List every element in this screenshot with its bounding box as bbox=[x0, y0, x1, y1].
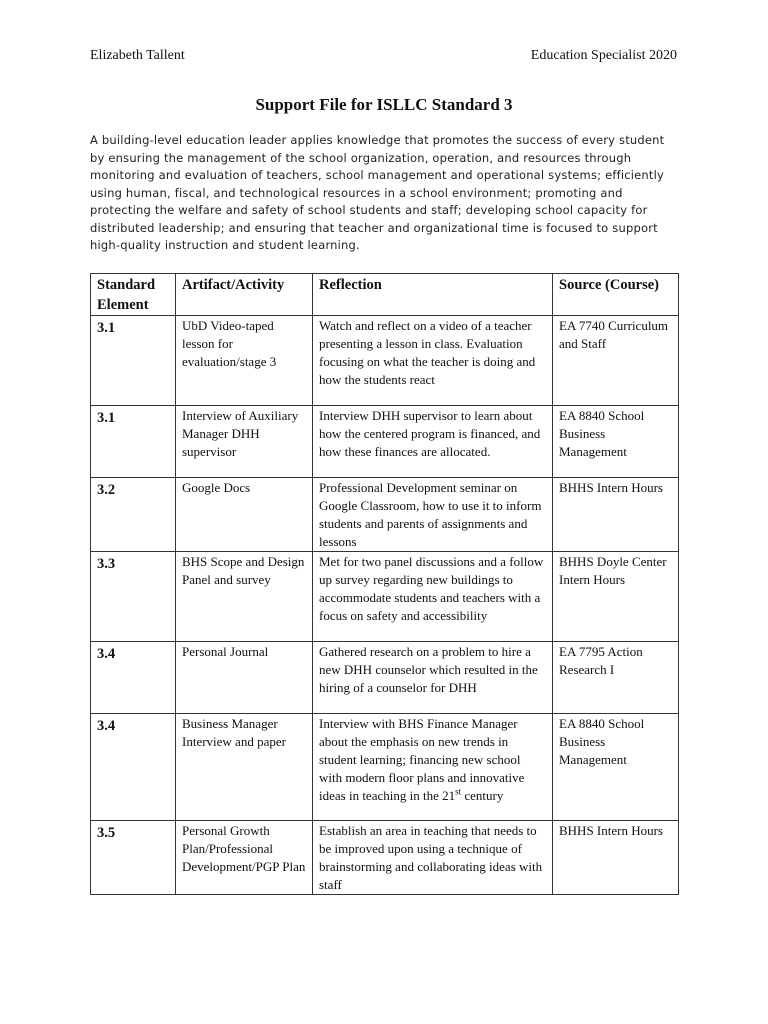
source-cell: EA 7740 Curriculum and Staff bbox=[553, 316, 679, 406]
artifact-cell: Business Manager Interview and paper bbox=[176, 714, 313, 821]
program-name: Education Specialist 2020 bbox=[530, 48, 677, 63]
header-source-course: Source (Course) bbox=[553, 274, 679, 316]
table-row bbox=[91, 821, 679, 895]
reflection-cell: Watch and reflect on a video of a teacher presenting a lesson in class. Evaluation focusing on what the teacher is doing and how the students react bbox=[313, 316, 553, 406]
reflection-cell: Met for two panel discussions and a follow up survey regarding new buildings to accommodate students and teachers with a focus on safety and accessibility bbox=[313, 552, 553, 642]
artifact-cell: Personal Growth Plan/Professional Development/PGP Plan bbox=[176, 821, 313, 895]
source-cell: EA 7795 Action Research I bbox=[553, 642, 679, 714]
header-reflection: Reflection bbox=[313, 274, 553, 316]
header-artifact-activity: Artifact/Activity bbox=[176, 274, 313, 316]
standard-description: A building-level education leader applies knowledge that promotes the success of every student by ensuring the management of the school organization, operation, and resources through monitoring and evaluation of teachers, school management and operational systems; efficiently using human, fiscal, and technological resources in a school environment; promoting and protecting the welfare and safety of school students and staff; developing school capacity for distributed leadership; and ensuring that teacher and organizational time is focused to support high-quality instruction and student learning. bbox=[90, 133, 665, 252]
artifact-cell: Personal Journal bbox=[176, 642, 313, 714]
source-cell: EA 8840 School Business Management bbox=[553, 406, 679, 478]
standard-cell: 3.1 bbox=[91, 406, 176, 478]
table-row bbox=[91, 478, 679, 552]
standard-cell: 3.4 bbox=[91, 642, 176, 714]
header-standard-element: Standard Element bbox=[91, 274, 176, 316]
standard-cell: 3.4 bbox=[91, 714, 176, 821]
reflection-cell: Professional Development seminar on Google Classroom, how to use it to inform students and parents of assignments and lessons bbox=[313, 478, 553, 552]
reflection-cell bbox=[313, 714, 553, 821]
ordinal-suffix: st bbox=[455, 786, 462, 797]
reflection-cell: Interview DHH supervisor to learn about how the centered program is financed, and how these finances are allocated. bbox=[313, 406, 553, 478]
table-row bbox=[91, 714, 679, 821]
table-row bbox=[91, 552, 679, 642]
table-row bbox=[91, 406, 679, 478]
source-cell: EA 8840 School Business Management bbox=[553, 714, 679, 821]
artifact-cell: Google Docs bbox=[176, 478, 313, 552]
artifact-cell: UbD Video-taped lesson for evaluation/stage 3 bbox=[176, 316, 313, 406]
standard-cell: 3.3 bbox=[91, 552, 176, 642]
standard-cell: 3.2 bbox=[91, 478, 176, 552]
author-name: Elizabeth Tallent bbox=[90, 48, 185, 63]
table-header-row bbox=[91, 274, 679, 316]
table-row bbox=[91, 316, 679, 406]
standards-table bbox=[90, 273, 679, 895]
reflection-cell: Establish an area in teaching that needs to be improved upon using a technique of brainstorming and collaborating ideas with staff bbox=[313, 821, 553, 895]
table-row bbox=[91, 642, 679, 714]
reflection-cell: Gathered research on a problem to hire a new DHH counselor which resulted in the hiring of a counselor for DHH bbox=[313, 642, 553, 714]
source-cell: BHHS Doyle Center Intern Hours bbox=[553, 552, 679, 642]
artifact-cell: Interview of Auxiliary Manager DHH supervisor bbox=[176, 406, 313, 478]
reflection-text-tail: century bbox=[461, 788, 504, 803]
standard-cell: 3.5 bbox=[91, 821, 176, 895]
source-cell: BHHS Intern Hours bbox=[553, 478, 679, 552]
source-cell: BHHS Intern Hours bbox=[553, 821, 679, 895]
artifact-cell: BHS Scope and Design Panel and survey bbox=[176, 552, 313, 642]
reflection-text: Interview with BHS Finance Manager about the emphasis on new trends in student learning; financing new school with modern floor plans and innovative ideas in teaching in the 21 bbox=[319, 716, 525, 803]
standard-cell: 3.1 bbox=[91, 316, 176, 406]
page-title: Support File for ISLLC Standard 3 bbox=[255, 95, 513, 114]
